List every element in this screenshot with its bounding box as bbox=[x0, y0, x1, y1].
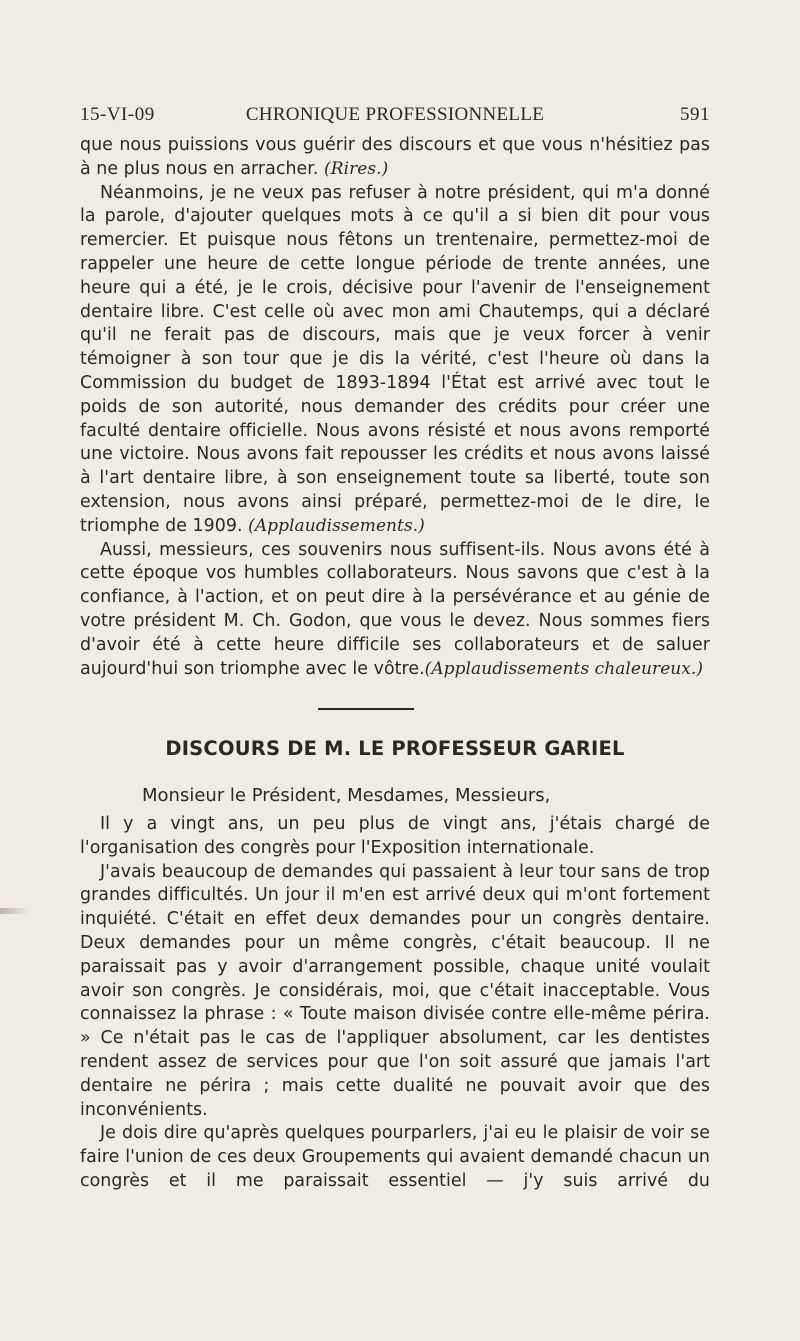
page-number: 591 bbox=[680, 104, 710, 125]
paragraph bbox=[80, 539, 710, 682]
header-title: CHRONIQUE PROFESSIONNELLE bbox=[245, 104, 545, 125]
running-head bbox=[80, 104, 710, 134]
section-divider bbox=[318, 708, 414, 710]
speech-continuation bbox=[80, 134, 710, 681]
paragraph-text: Aussi, messieurs, ces souvenirs nous suffisent-ils. Nous avons été à cette époque vos humbles collaborateurs. Nous savons que c'est à la confiance, à l'action, et on peut dire à la persévérance et au génie de votre président M. Ch. Godon, que vous le devez. Nous sommes fiers d'avoir été à cette heure difficile ses collaborateurs et de saluer aujourd'hui son triomphe avec le vôtre. bbox=[80, 539, 710, 679]
paragraph bbox=[80, 182, 710, 539]
section-heading: DISCOURS DE M. LE PROFESSEUR GARIEL bbox=[165, 737, 625, 760]
paragraph-text: que nous puissions vous guérir des discours et que vous n'hésitiez pas à ne plus nous en arracher. bbox=[80, 135, 710, 179]
stage-direction: (Applaudissements chaleureux.) bbox=[424, 658, 704, 679]
paragraph: Je dois dire qu'après quelques pourparlers, j'ai eu le plaisir de voir se faire l'union de ces deux Groupements qui avaient demandé chacun un congrès et il me paraissait essentiel — j'y suis arrivé du bbox=[80, 1123, 710, 1191]
stage-direction: (Applaudissements.) bbox=[248, 515, 425, 536]
scan-mark bbox=[0, 908, 30, 914]
paragraph: J'avais beaucoup de demandes qui passaient à leur tour sans de trop grandes difficultés. Un jour il m'en est arrivé deux qui m'ont fortement inquiété. C'était en effet deux demandes pour un congrès dentaire. Deux demandes pour un même congrès, c'était beaucoup. Il ne paraissait pas y avoir d'arrangement possible, chaque unité voulait avoir son congrès. Je considérais, moi, que c'était inacceptable. Vous connaissez la phrase : « Toute maison divisée contre elle-même périra. » Ce n'était pas le cas de l'appliquer absolument, car les dentistes rendent assez de services pour que l'on soit assuré que jamais l'art dentaire ne périra ; mais cette dualité ne pouvait avoir que des inconvénients. bbox=[80, 861, 710, 1120]
salutation: Monsieur le Président, Mesdames, Messieurs, bbox=[142, 785, 551, 806]
paragraph-text: Néanmoins, je ne veux pas refuser à notre président, qui m'a donné la parole, d'ajouter quelques mots à ce qu'il a si bien dit pour vous remercier. Et puisque nous fêtons un trentenaire, permettez-moi de rappeler une heure de cette longue période de trente années, une heure qui a été, je le crois, décisive pour l'avenir de l'enseignement dentaire libre. C'est celle où avec mon ami Chautemps, qui a déclaré qu'il ne ferait pas de discours, mais que je veux forcer à venir témoigner à son tour que je dis la vérité, c'est l'heure où dans la Commission du budget de 1893-1894 l'État est arrivé avec tout le poids de son autorité, nous demander des crédits pour créer une faculté dentaire officielle. Nous avons résisté et nous avons remporté une victoire. Nous avons fait repousser les crédits et nous avons laissé à l'art dentaire libre, à son enseignement toute sa liberté, toute son extension, nous avons ainsi préparé, permettez-moi de le dire, le triomphe de 1909. bbox=[80, 182, 710, 536]
gariel-speech bbox=[80, 813, 710, 1194]
header-date: 15-VI-09 bbox=[80, 104, 155, 125]
paragraph bbox=[80, 134, 710, 182]
stage-direction: (Rires.) bbox=[324, 158, 389, 179]
paragraph: Il y a vingt ans, un peu plus de vingt ans, j'étais chargé de l'organisation des congrès pour l'Exposition internationale. bbox=[80, 814, 710, 858]
